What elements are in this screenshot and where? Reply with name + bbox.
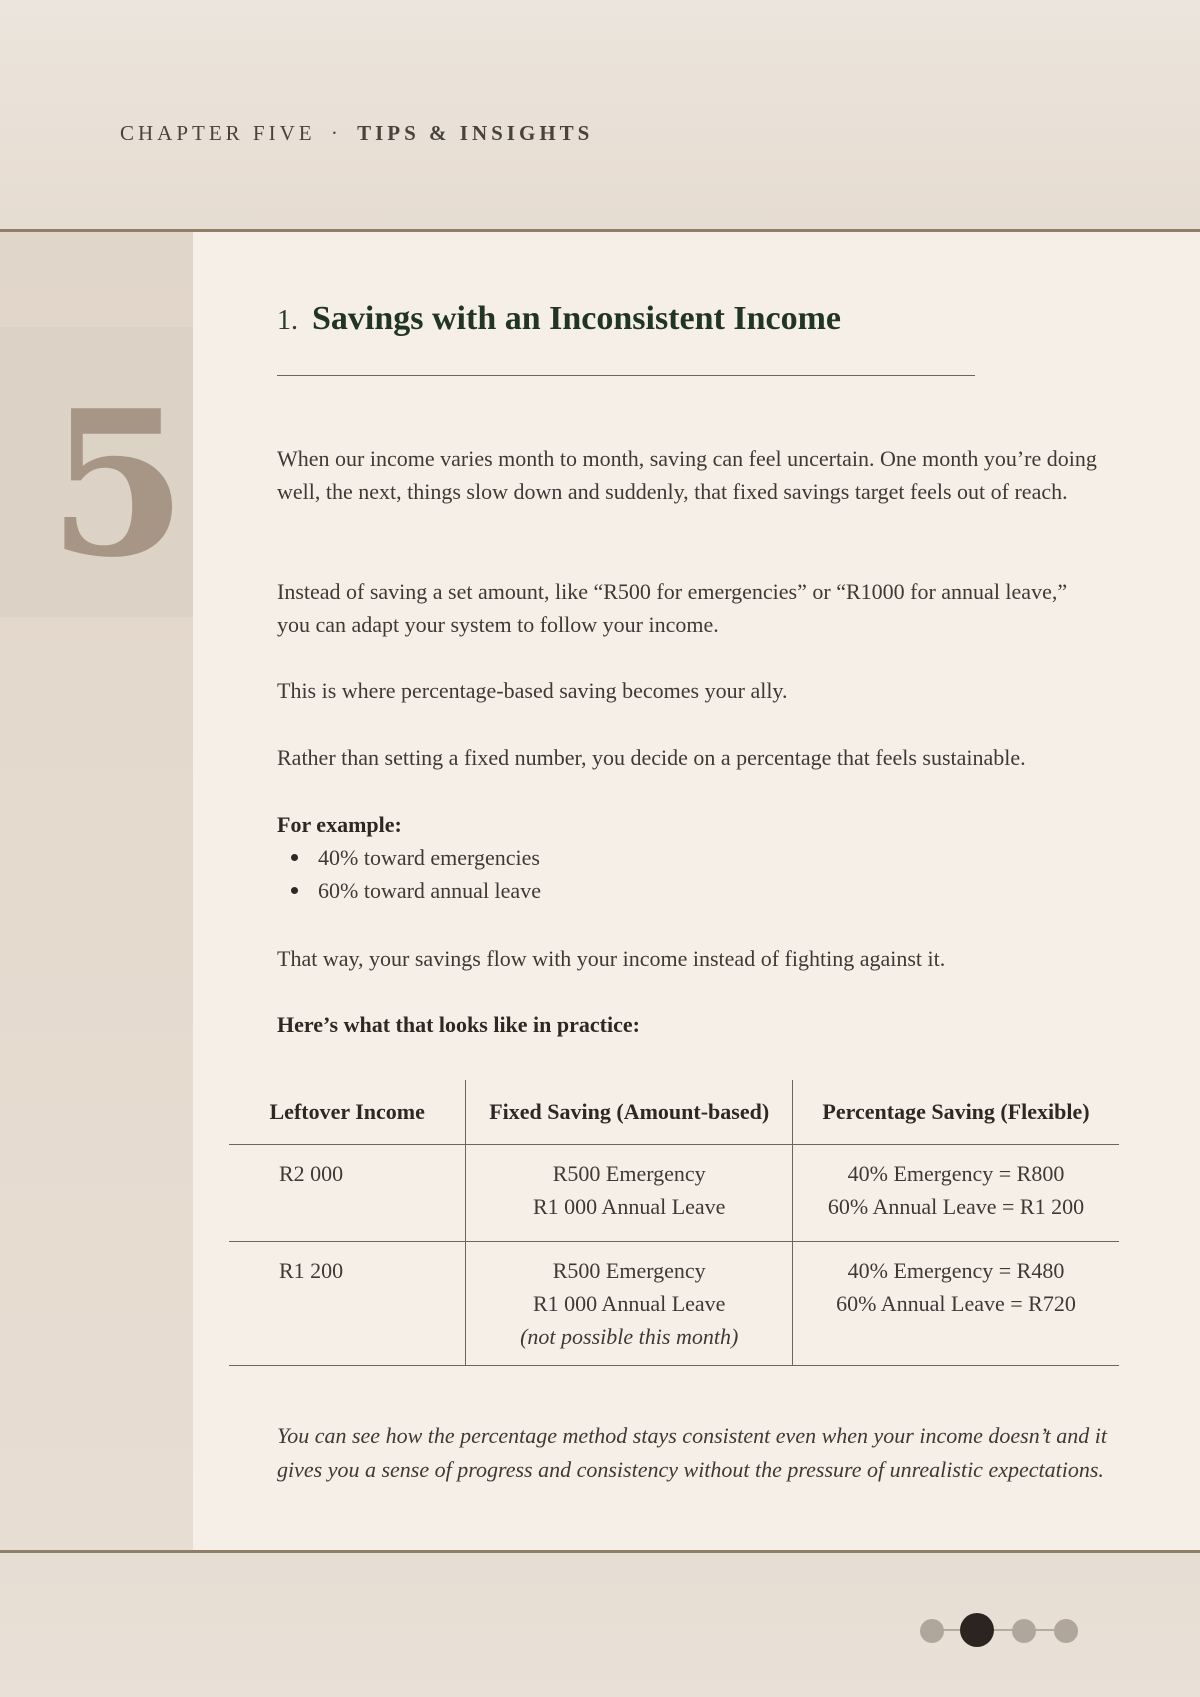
cell-line: 40% Emergency = R800 (847, 1161, 1065, 1186)
cell-line: 60% Annual Leave = R720 (836, 1291, 1076, 1316)
paragraph-percentage: Rather than setting a fixed number, you decide on a percentage that feels sustainable. (277, 745, 1026, 770)
income-cell: R1 200 (229, 1242, 466, 1366)
table-header-row (229, 1080, 1119, 1145)
section-title: Savings with an Inconsistent Income (312, 300, 841, 337)
practice-label: Here’s what that looks like in practice: (277, 1012, 640, 1037)
cell-note: (not possible this month) (520, 1324, 739, 1349)
percentage-cell (793, 1145, 1119, 1242)
chapter-number: 5 (48, 367, 188, 602)
paragraph-ally: This is where percentage-based saving becomes your ally. (277, 678, 788, 703)
cell-line: R1 000 Annual Leave (532, 1291, 726, 1316)
fixed-cell (466, 1242, 793, 1366)
pager-dot-active[interactable] (960, 1613, 994, 1647)
savings-table (229, 1080, 1119, 1366)
section-label: TIPS & INSIGHTS (357, 121, 594, 145)
cell-line: R1 000 Annual Leave (532, 1194, 726, 1219)
top-band (0, 0, 1200, 230)
cell-line: 60% Annual Leave = R1 200 (827, 1194, 1085, 1219)
closing-note: You can see how the percentage method stays consistent even when your income doesn’t and it gives you a sense of progress and consistency without the pressure of unrealistic expectations. (277, 1423, 1107, 1482)
percentage-cell (793, 1242, 1119, 1366)
example-list (277, 841, 541, 907)
section-heading (277, 300, 841, 338)
list-item (277, 841, 541, 874)
list-item-text: 40% toward emergencies (318, 845, 540, 870)
pager-dot[interactable] (1012, 1619, 1036, 1643)
paragraph-set-amount: Instead of saving a set amount, like “R500 for emergencies” or “R1000 for annual leave,” you can adapt your system to follow your income. (277, 579, 1068, 637)
chapter-header (120, 121, 593, 146)
column-header: Fixed Saving (Amount-based) (466, 1080, 793, 1145)
income-cell: R2 000 (229, 1145, 466, 1242)
list-item-text: 60% toward annual leave (318, 878, 541, 903)
chapter-label: CHAPTER FIVE (120, 121, 316, 145)
bullet-icon (291, 887, 298, 894)
table-row (229, 1145, 1119, 1242)
cell-line: R500 Emergency (552, 1258, 706, 1283)
bullet-icon (291, 854, 298, 861)
column-header: Leftover Income (229, 1080, 466, 1145)
fixed-cell (466, 1145, 793, 1242)
column-header: Percentage Saving (Flexible) (793, 1080, 1119, 1145)
table-row (229, 1242, 1119, 1366)
list-item (277, 874, 541, 907)
paragraph-flow: That way, your savings flow with your income instead of fighting against it. (277, 946, 946, 971)
example-label: For example: (277, 812, 402, 837)
pager-dot[interactable] (1054, 1619, 1078, 1643)
pager-dot[interactable] (920, 1619, 944, 1643)
cell-line: 40% Emergency = R480 (847, 1258, 1065, 1283)
cell-line: R500 Emergency (552, 1161, 706, 1186)
pager-track (934, 1629, 1054, 1631)
paragraph-intro: When our income varies month to month, saving can feel uncertain. One month you’re doing well, the next, things slow down and suddenly, that fixed savings target feels out of reach. (277, 446, 1097, 504)
heading-divider (277, 375, 975, 376)
section-number: 1. (277, 305, 298, 336)
header-separator: · (330, 121, 342, 145)
page-indicator (920, 1612, 1080, 1648)
